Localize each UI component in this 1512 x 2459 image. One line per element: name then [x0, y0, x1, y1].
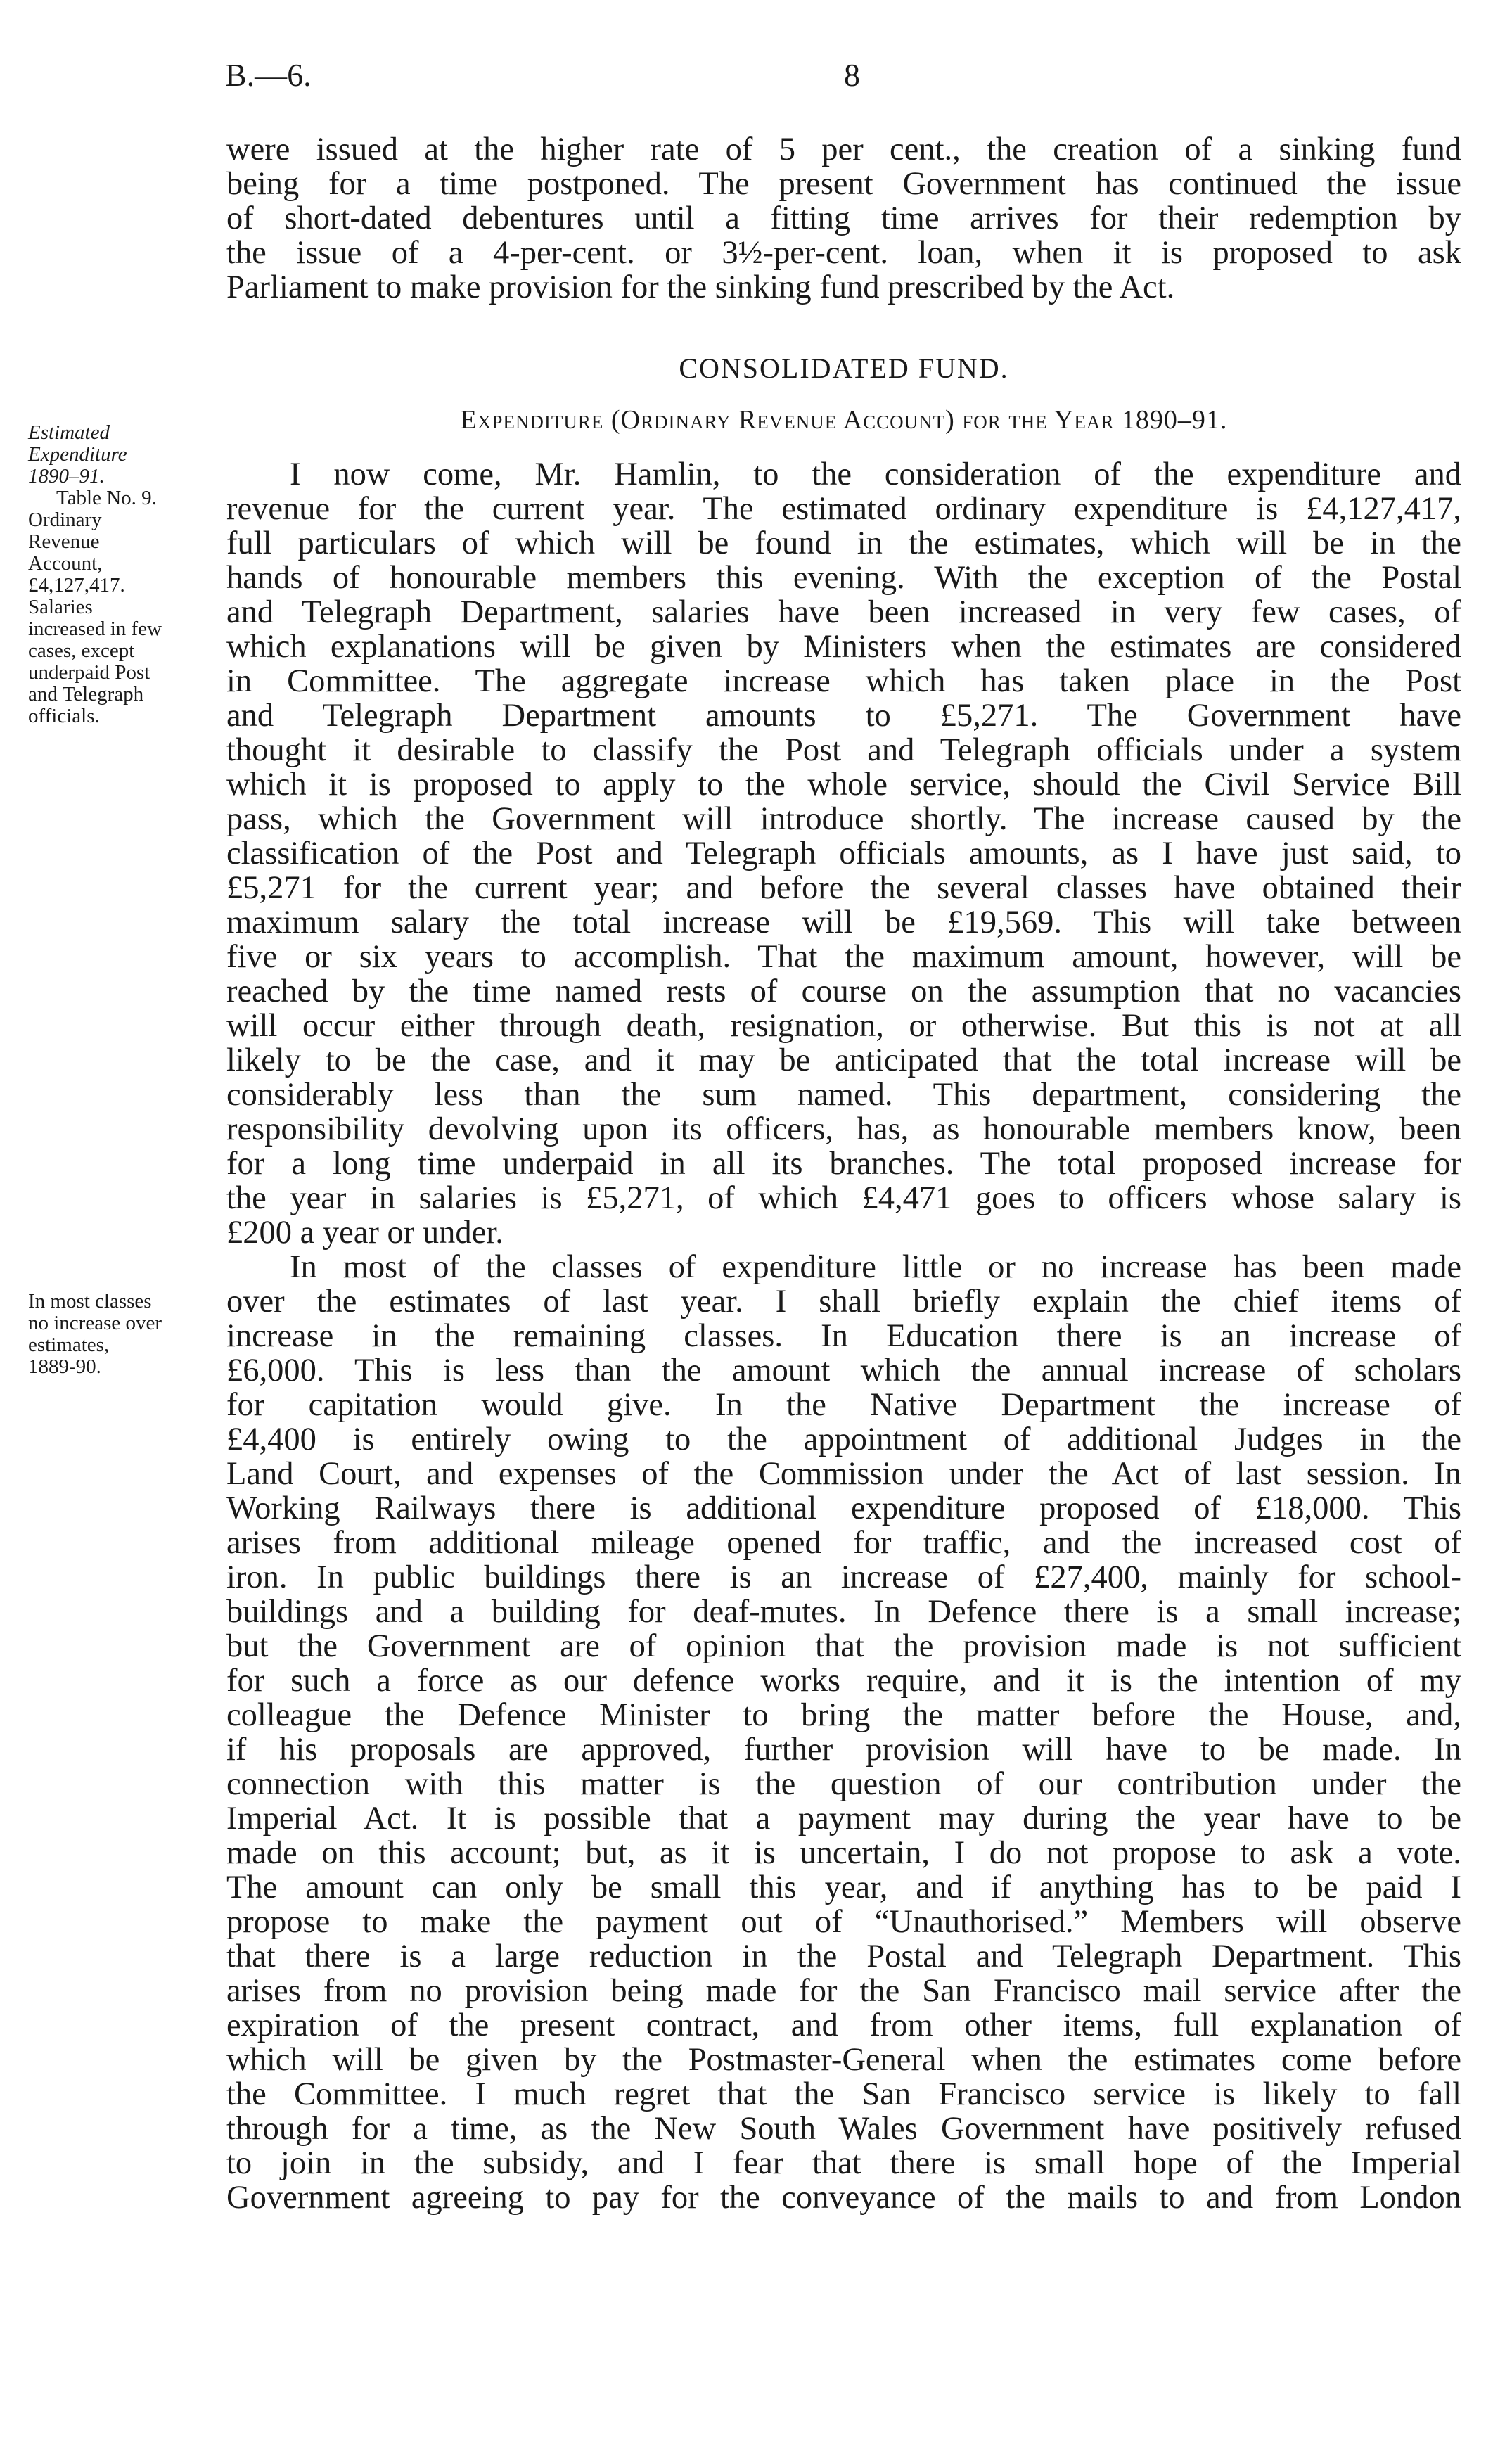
text-line: responsibility devolving upon its officers, has, as honourable members know, been	[226, 1111, 1461, 1147]
text-line: Government agreeing to pay for the conveyance of the mails to and from London	[226, 2180, 1461, 2216]
text-line: classification of the Post and Telegraph officials amounts, as I have just said, to	[226, 836, 1461, 871]
text-line: expiration of the present contract, and from other items, full explanation of	[226, 2007, 1461, 2043]
paragraph-expenditure	[226, 457, 1461, 2215]
text-line: £4,400 is entirely owing to the appointment of additional Judges in the	[226, 1422, 1461, 1457]
text-line: the Committee. I much regret that the San Francisco service is likely to fall	[226, 2076, 1461, 2112]
text-line: £5,271 for the current year; and before the several classes have obtained their	[226, 870, 1461, 906]
text-line: pass, which the Government will introduce shortly. The increase caused by the	[226, 801, 1461, 837]
text-line: were issued at the higher rate of 5 per cent., the creation of a sinking fund	[226, 132, 1461, 167]
text-line: Working Railways there is additional expenditure proposed of £18,000. This	[226, 1490, 1461, 1526]
text-line: £6,000. This is less than the amount which the annual increase of scholars	[226, 1353, 1461, 1388]
text-line: I now come, Mr. Hamlin, to the consideration of the expenditure and	[290, 456, 1461, 492]
text-line: for capitation would give. In the Native Department the increase of	[226, 1387, 1461, 1423]
text-line: hands of honourable members this evening. With the exception of the Postal	[226, 560, 1461, 596]
text-line: £200 a year or under.	[226, 1215, 504, 1251]
text-line: the issue of a 4-per-cent. or 3½-per-cent. loan, when it is proposed to ask	[226, 235, 1461, 271]
text-line: connection with this matter is the question of our contribution under the	[226, 1766, 1461, 1802]
text-line: the year in salaries is £5,271, of which £4,471 goes to officers whose salary is	[226, 1180, 1461, 1216]
text-line: In most of the classes of expenditure little or no increase has been made	[290, 1249, 1461, 1285]
text-line: made on this account; but, as it is uncertain, I do not propose to ask a vote.	[226, 1835, 1461, 1871]
text-line: which explanations will be given by Ministers when the estimates are considered	[226, 629, 1461, 665]
text-line: Parliament to make provision for the sinking fund prescribed by the Act.	[226, 269, 1175, 305]
text-line: The amount can only be small this year, and if anything has to be paid I	[226, 1870, 1461, 1905]
text-line: will occur either through death, resignation, or otherwise. But this is not at all	[226, 1008, 1461, 1044]
text-line: increase in the remaining classes. In Education there is an increase of	[226, 1318, 1461, 1354]
text-line: if his proposals are approved, further provision will have to be made. In	[226, 1732, 1461, 1768]
text-line: of short-dated debentures until a fitting time arrives for their redemption by	[226, 200, 1461, 236]
page-number: 8	[844, 57, 860, 93]
text-line: five or six years to accomplish. That the maximum amount, however, will be	[226, 939, 1461, 975]
text-line: which will be given by the Postmaster-General when the estimates come before	[226, 2042, 1461, 2078]
text-line: over the estimates of last year. I shall briefly explain the chief items of	[226, 1284, 1461, 1320]
text-line: but the Government are of opinion that the provision made is not sufficient	[226, 1628, 1461, 1664]
text-line: arises from additional mileage opened for traffic, and the increased cost of	[226, 1525, 1461, 1561]
text-line: which it is proposed to apply to the whole service, should the Civil Service Bill	[226, 767, 1461, 803]
text-line: that there is a large reduction in the Postal and Telegraph Department. This	[226, 1939, 1461, 1974]
text-line: reached by the time named rests of course on the assumption that no vacancies	[226, 973, 1461, 1009]
text-line: being for a time postponed. The present Government has continued the issue	[226, 166, 1461, 202]
intro-paragraph	[226, 132, 1461, 305]
text-line: considerably less than the sum named. This department, considering the	[226, 1077, 1461, 1113]
text-line: through for a time, as the New South Wales Government have positively refused	[226, 2111, 1461, 2147]
text-line: arises from no provision being made for the San Francisco mail service after the	[226, 1973, 1461, 2009]
section-subheading: Expenditure (Ordinary Revenue Account) for the Year 1890–91.	[460, 405, 1228, 435]
text-line: Imperial Act. It is possible that a payment may during the year have to be	[226, 1801, 1461, 1837]
text-line: maximum salary the total increase will be £19,569. This will take between	[226, 905, 1461, 940]
text-line: in Committee. The aggregate increase which has taken place in the Post	[226, 663, 1461, 699]
document-reference: B.—6.	[225, 57, 312, 93]
text-line: for such a force as our defence works require, and it is the intention of my	[226, 1663, 1461, 1699]
text-line: full particulars of which will be found in the estimates, which will be in the	[226, 525, 1461, 561]
text-line: and Telegraph Department, salaries have been increased in very few cases, of	[226, 594, 1461, 630]
margin-note-estimated-expenditure: Estimated Expenditure 1890–91. Table No. 9. Ordinary Revenue Account, £4,127,417. Salaries increased in few cases, except underpaid Post and Telegraph officials.	[28, 421, 162, 727]
text-line: likely to be the case, and it may be anticipated that the total increase will be	[226, 1042, 1461, 1078]
text-line: colleague the Defence Minister to bring the matter before the House, and,	[226, 1697, 1461, 1733]
text-line: propose to make the payment out of “Unauthorised.” Members will observe	[226, 1904, 1461, 1940]
page-header	[225, 56, 1449, 98]
section-heading: CONSOLIDATED FUND.	[679, 352, 1009, 384]
text-line: for a long time underpaid in all its branches. The total proposed increase for	[226, 1146, 1461, 1182]
text-line: iron. In public buildings there is an increase of £27,400, mainly for school-	[226, 1559, 1461, 1595]
text-line: buildings and a building for deaf-mutes. In Defence there is a small increase;	[226, 1594, 1461, 1630]
text-line: to join in the subsidy, and I fear that there is small hope of the Imperial	[226, 2145, 1461, 2181]
text-line: and Telegraph Department amounts to £5,271. The Government have	[226, 698, 1461, 734]
text-line: Land Court, and expenses of the Commission under the Act of last session. In	[226, 1456, 1461, 1492]
text-line: revenue for the current year. The estimated ordinary expenditure is £4,127,417,	[226, 491, 1461, 527]
margin-note-classes: In most classes no increase over estimates, 1889-90.	[28, 1290, 162, 1378]
text-line: thought it desirable to classify the Post and Telegraph officials under a system	[226, 732, 1461, 768]
